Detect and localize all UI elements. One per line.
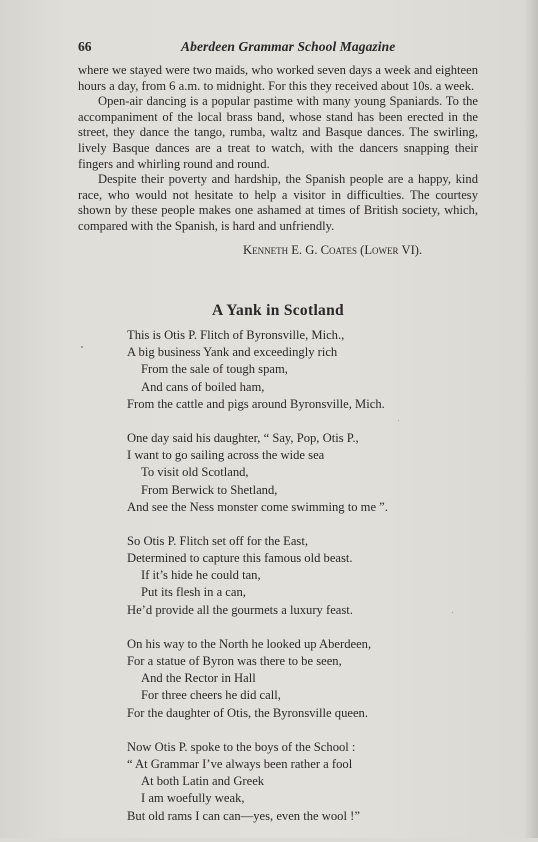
running-head: Aberdeen Grammar School Magazine — [181, 39, 396, 54]
poem-line: He’d provide all the gourmets a luxury feast. — [127, 602, 353, 617]
poem-line: I am woefully weak, — [141, 791, 245, 806]
poem-line: This is Otis P. Flitch of Byronsville, Mich., — [127, 328, 345, 342]
poem-stanza — [127, 533, 467, 619]
poem-line: So Otis P. Flitch set off for the East, — [127, 533, 308, 548]
page-number: 66 — [78, 39, 92, 54]
poem-line: If it’s hide he could tan, — [141, 568, 261, 583]
poem-line: One day said his daughter, “ Say, Pop, Otis P., — [127, 430, 359, 445]
poem-line: From Berwick to Shetland, — [141, 482, 278, 497]
poem-stanza — [127, 739, 467, 825]
paragraph: Open-air dancing is a popular pastime with many young Spaniards. To the accompaniment of the local brass band, whose stand has been erected in the street, they dance the tango, rumba, waltz and Basque dances. The swirling, lively Basque dances are a treat to watch, with the dancers snapping their fingers and whirling round and round. — [78, 94, 478, 171]
poem-line: At both Latin and Greek — [141, 774, 265, 789]
page-edge-shadow — [524, 0, 538, 838]
paper-speck — [81, 346, 83, 348]
poem-line: Determined to capture this famous old beast. — [127, 551, 353, 566]
poem-line: And cans of boiled ham, — [141, 379, 265, 394]
poem-line: On his way to the North he looked up Aberdeen, — [127, 636, 372, 651]
poem-line: “ At Grammar I’ve always been rather a fool — [127, 756, 353, 771]
poem-title: A Yank in Scotland — [212, 302, 344, 319]
poem-line: Put its flesh in a can, — [141, 585, 246, 600]
poem-stanza — [127, 327, 467, 413]
poem-line: A big business Yank and exceedingly rich — [127, 345, 338, 360]
article-text — [78, 63, 478, 235]
poem-line: From the sale of tough spam, — [141, 362, 288, 377]
paper-speck — [452, 612, 453, 613]
poem-line: For a statue of Byron was there to be seen, — [127, 654, 342, 668]
poem-stanza — [127, 636, 467, 722]
poem-line: To visit old Scotland, — [141, 465, 249, 480]
poem-line: Now Otis P. spoke to the boys of the School : — [127, 739, 356, 754]
poem-stanza — [127, 430, 467, 516]
author-signature: Kenneth E. G. Coates (Lower VI). — [243, 243, 423, 257]
poem-line: From the cattle and pigs around Byronsville, Mich. — [127, 396, 385, 411]
poem — [127, 327, 467, 842]
poem-line: For three cheers he did call, — [141, 688, 281, 703]
poem-line: And the Rector in Hall — [141, 671, 256, 686]
page-header — [78, 39, 478, 59]
paragraph: where we stayed were two maids, who worked seven days a week and eighteen hours a day, from 6 a.m. to midnight. For this they received about 10s. a week. — [78, 63, 478, 93]
poem-line: But old rams I can can—yes, even the wool !” — [127, 808, 360, 823]
paper-speck — [398, 420, 399, 421]
poem-line: For the daughter of Otis, the Byronsville queen. — [127, 705, 368, 720]
paragraph: Despite their poverty and hardship, the Spanish people are a happy, kind race, who would not hesitate to help a visitor in difficulties. The courtesy shown by these people makes one ashamed at times of British society, which, compared with the Spanish, is hard and unfriendly. — [78, 172, 478, 233]
poem-line: And see the Ness monster come swimming to me ”. — [127, 499, 388, 514]
poem-line: I want to go sailing across the wide sea — [127, 448, 325, 463]
